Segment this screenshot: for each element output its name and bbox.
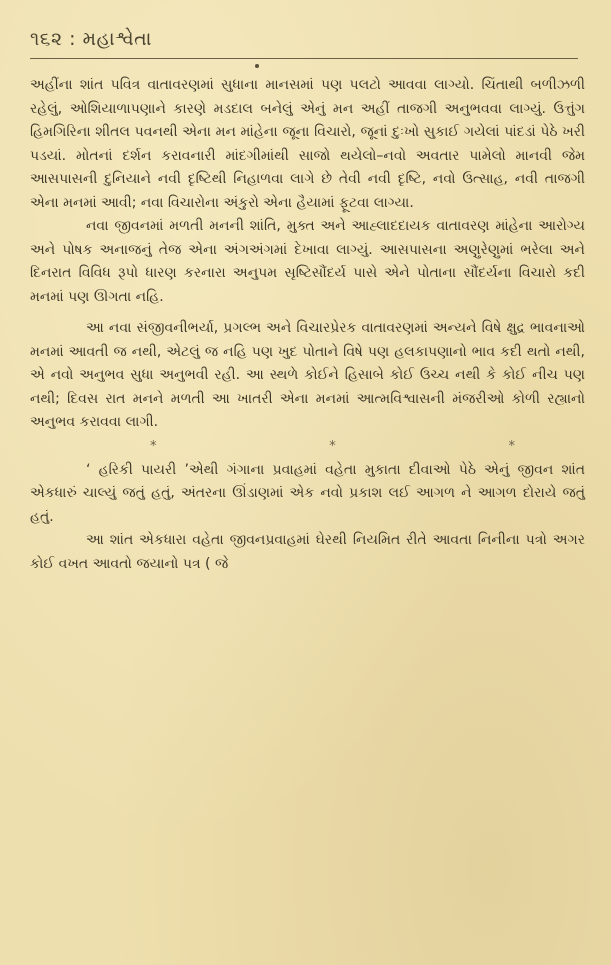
- running-head: ૧૬૨ : મહાશ્વેતા: [30, 28, 152, 50]
- ink-dot: [255, 64, 259, 68]
- paragraph-gap: [30, 309, 585, 317]
- paragraph-4: ‘ હરિકી પાયરી ’એથી ગંગાના પ્રવાહમાં વહેતા મુકાતા દીવાઓ પેઠે એનું જીવન શાંત એકધારું ચાલ્યું જતું હતું, અંતરના ઊંડાણમાં એક નવો પ્રકાશ લઈ આગળ ને આગળ દોરાયે જતું હતું.: [30, 461, 585, 525]
- separator-star-3: *: [508, 438, 515, 454]
- separator-star-1: *: [150, 438, 157, 454]
- section-separator: [30, 435, 585, 459]
- separator-star-2: *: [329, 438, 336, 454]
- header-rule: [30, 58, 578, 59]
- body-text: [30, 74, 585, 576]
- paragraph-3: આ નવા સંજીવનીભર્યા, પ્રગલ્ભ અને વિચારપ્રેરક વાતાવરણમાં અન્યને વિષે ક્ષુદ્ર ભાવનાઓ મનમાં આવતી જ નથી, એટલું જ નહિ પણ ખુદ પોતાને વિષે પણ હલકાપણાનો ભાવ કદી થતો નથી, એ નવો અનુભવ સુધા અનુભવી રહી. આ સ્થળે કોઈને હિસાબે કોઈ ઉચ્ચ નથી કે કોઈ નીચ પણ નથી; દિવસ રાત મનને મળતી આ ખાતરી એના મનમાં આત્મવિશ્વાસની મંજરીઓ કોળી રહ્યાનો અનુભવ કરાવવા લાગી.: [30, 320, 585, 430]
- paragraph-1: અહીંના શાંત પવિત્ર વાતાવરણમાં સુધાના માનસમાં પણ પલટો આવવા લાગ્યો. ચિંતાથી બળીઝળી રહેલું, ઓશિયાળાપણાને કારણે મડદાલ બનેલું એનું મન અહીં તાજગી અનુભવવા લાગ્યું. ઉત્તુંગ હિમગિરિના શીતલ પવનથી એના મન માંહેના જૂના વિચારો, જૂનાં દુઃખો સુકાઈ ગયેલાં પાંદડાં પેઠે ખરી પડયાં. મોતનાં દર્શન કરાવનારી માંદગીમાંથી સાજો થયેલો–નવો અવતાર પામેલો માનવી જેમ આસપાસની દુનિયાને નવી દૃષ્ટિથી નિહાળવા લાગે છે તેવી નવી દૃષ્ટિ, નવો ઉત્સાહ, નવી તાજગી એના મનમાં આવી; નવા વિચારોના અંકુરો એના હૈયામાં ફૂટવા લાગ્યા.: [30, 77, 585, 211]
- paragraph-2: નવા જીવનમાં મળતી મનની શાંતિ, મુક્ત અને આહ્લાદદાયક વાતાવરણ માંહેના આરોગ્ય અને પોષક અનાજનું તેજ એના અંગઅંગમાં દેખાવા લાગ્યું. આસપાસના અણુરેણુમાં ભરેલા અને દિનરાત વિવિધ રૂપો ધારણ કરનારા અનુપમ સૃષ્ટિસૌંદર્ય પાસે એને પોતાના સૌંદર્યના વિચારો કદી મનમાં પણ ઊગતા નહિ.: [30, 218, 585, 305]
- paragraph-5: આ શાંત એકધારા વહેતા જીવનપ્રવાહમાં ઘેરથી નિયમિત રીતે આવતા નિનીના પત્રો અગર કોઈ વખત આવતો જયાનો પત્ર ( જે: [30, 532, 585, 572]
